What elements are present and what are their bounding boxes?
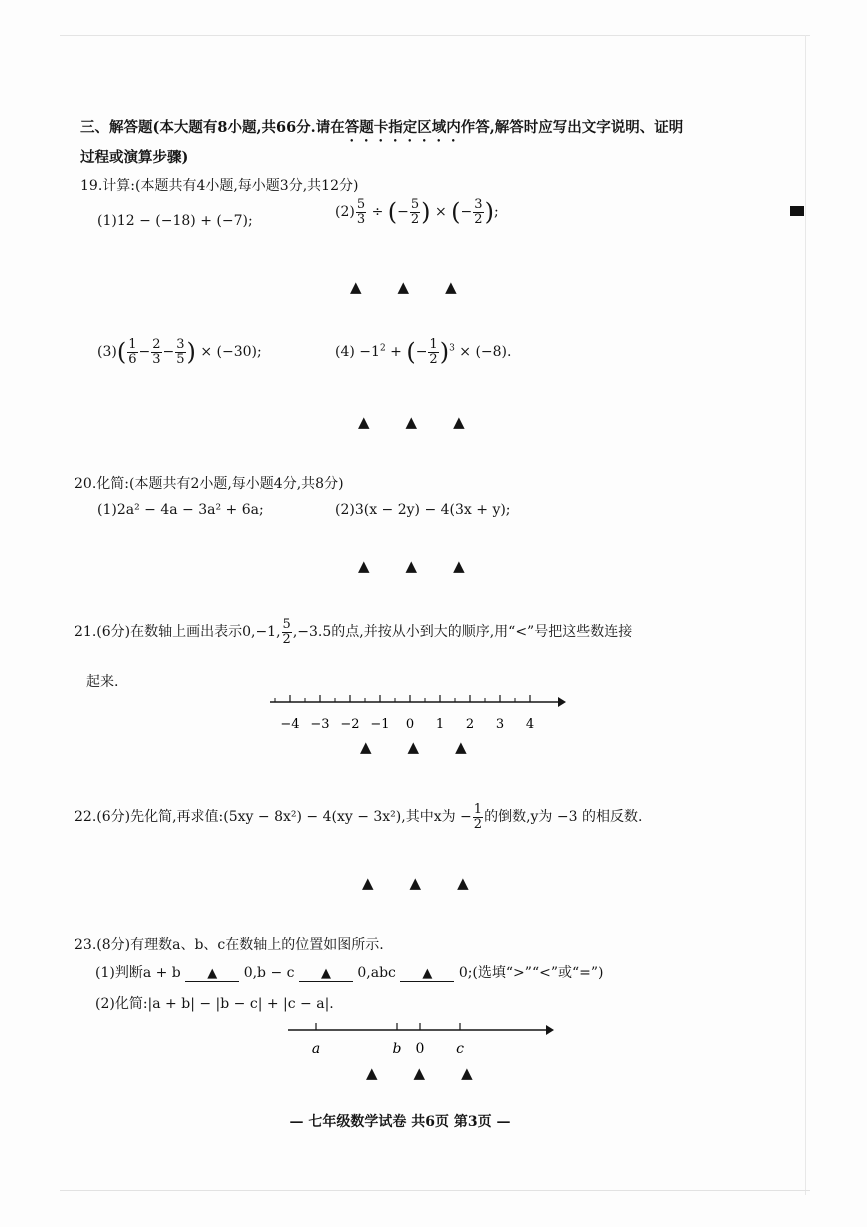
page-edge-right	[805, 35, 806, 1195]
tick-label: 3	[495, 717, 505, 732]
q23-part2: (2)化简:|a + b| − |b − c| + |c − a|.	[95, 996, 334, 1012]
answer-placeholder: ▲	[409, 874, 422, 892]
answer-placeholder: ▲	[453, 557, 465, 575]
answer-placeholder: ▲	[413, 1064, 426, 1082]
tick-label: −4	[280, 717, 300, 732]
q23-label: 23.(8分)有理数a、b、c在数轴上的位置如图所示.	[74, 937, 384, 953]
fraction: $\frac{2}{3}$	[152, 337, 161, 367]
answer-area-q19a	[350, 278, 457, 296]
page-edge-top	[60, 35, 810, 36]
answer-area-q19b	[358, 413, 465, 431]
answer-area-q22	[362, 874, 469, 892]
answer-placeholder: ▲	[407, 738, 420, 756]
tick-label: 1	[435, 717, 445, 732]
answer-area-q23	[366, 1064, 473, 1082]
q21-text-line2: 起来.	[86, 674, 119, 690]
page-edge-bottom	[60, 1190, 810, 1191]
tick-label: −1	[370, 717, 390, 732]
tick-label: −3	[310, 717, 330, 732]
number-line-q21	[260, 690, 570, 735]
section-heading-prefix: 三、解答题(本大题有8小题,共66分.请在	[80, 119, 345, 136]
q22-text: 22.(6分)先化简,再求值:(5xy − 8x²) − 4(xy − 3x²),其中x为 − $\frac{1}{2}$ 的倒数,y为 −3 的相反数.	[74, 802, 643, 832]
answer-placeholder: ▲	[457, 874, 469, 892]
fraction: $\frac{1}{2}$	[429, 337, 438, 367]
answer-placeholder: ▲	[461, 1064, 473, 1082]
q19-part2: (2) $\frac{5}{3}$ ÷ (− $\frac{5}{2}$ ) × (− $\frac{3}{2}$ );	[335, 197, 499, 227]
fraction: $\frac{5}{2}$	[410, 197, 420, 227]
q19-part3: (3)( $\frac{1}{6}$ − $\frac{2}{3}$ − $\frac{3}{5}$ ) × (−30);	[97, 337, 262, 367]
q23-part1: (1)判断a + b ▲ 0,b − c ▲ 0,abc ▲ 0;(选填“>”“<”或“=”)	[95, 965, 604, 981]
section-heading-suffix: 作答,解答时应写出文字说明、证明	[460, 119, 684, 136]
section-heading-emph: 答题卡指定区域内	[344, 119, 461, 136]
answer-placeholder: ▲	[360, 738, 372, 756]
answer-area-q20	[358, 557, 465, 575]
answer-placeholder: ▲	[362, 874, 374, 892]
q19-label: 19.计算:(本题共有4小题,每小题3分,共12分)	[80, 178, 359, 194]
answer-placeholder: ▲	[350, 278, 362, 296]
page-footer: — 七年级数学试卷 共6页 第3页 —	[289, 1114, 511, 1130]
tick-label: 2	[465, 717, 475, 732]
axis-label: b	[392, 1041, 402, 1057]
answer-blank[interactable]: ▲	[185, 966, 239, 982]
q20-part1: (1)2a² − 4a − 3a² + 6a;	[97, 502, 264, 518]
axis-label: a	[311, 1041, 321, 1057]
section-heading	[80, 116, 683, 145]
q21-text: 21.(6分)在数轴上画出表示0,−1, $\frac{5}{2}$ ,−3.5的点,并按从小到大的顺序,用“<”号把这些数连接	[74, 617, 633, 647]
answer-placeholder: ▲	[358, 413, 370, 431]
answer-placeholder: ▲	[405, 557, 418, 575]
answer-placeholder: ▲	[397, 278, 410, 296]
tick-label: 4	[525, 717, 535, 732]
tick-label: −2	[340, 717, 360, 732]
fraction: $\frac{3}{2}$	[474, 197, 483, 227]
answer-placeholder: ▲	[455, 738, 467, 756]
answer-placeholder: ▲	[405, 413, 418, 431]
fraction: $\frac{1}{6}$	[128, 337, 137, 367]
number-line-q23	[280, 1018, 560, 1058]
answer-blank[interactable]: ▲	[299, 966, 353, 982]
tick-label: 0	[405, 717, 415, 732]
fraction: $\frac{3}{5}$	[176, 337, 185, 367]
axis-label: 0	[415, 1041, 425, 1057]
q20-label: 20.化简:(本题共有2小题,每小题4分,共8分)	[74, 476, 344, 492]
arrow-head	[546, 1025, 554, 1035]
arrow-head	[558, 697, 566, 707]
answer-placeholder: ▲	[358, 557, 370, 575]
q20-part2: (2)3(x − 2y) − 4(3x + y);	[335, 502, 511, 518]
fraction: $\frac{1}{2}$	[473, 802, 483, 832]
q19-part1: (1)12 − (−18) + (−7);	[97, 213, 253, 229]
axis-label: c	[456, 1041, 464, 1057]
section-heading-line2: 过程或演算步骤)	[80, 149, 189, 166]
answer-placeholder: ▲	[453, 413, 465, 431]
scan-mark	[790, 206, 804, 216]
answer-placeholder: ▲	[445, 278, 457, 296]
fraction: $\frac{5}{3}$	[356, 197, 366, 227]
answer-placeholder: ▲	[366, 1064, 378, 1082]
answer-area-q21	[360, 738, 467, 756]
fraction: $\frac{5}{2}$	[282, 617, 291, 647]
q19-part4: $(4) -1^2$ + (− $\frac{1}{2}$ )$^3$ × (−8).	[335, 337, 512, 367]
answer-blank[interactable]: ▲	[400, 966, 454, 982]
